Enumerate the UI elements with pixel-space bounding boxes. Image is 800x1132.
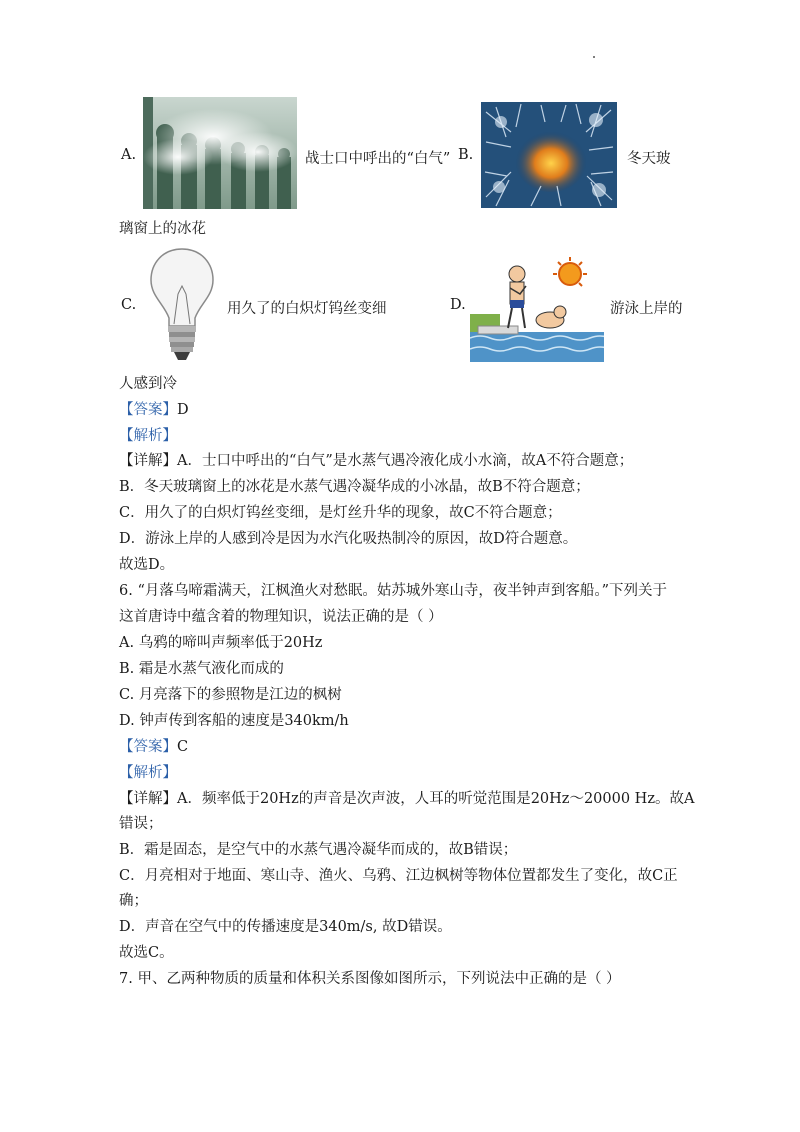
detail-text: A．士口中呼出的“白气”是水蒸气遇冷液化成小水滴，故A不符合题意； [177, 453, 634, 469]
option-b-text-1: 冬天玻 [627, 151, 671, 167]
option-c-text: 用久了的白炽灯钨丝变细 [227, 301, 387, 317]
detail-tag: 【详解】 [119, 791, 177, 807]
answer-value: D [177, 402, 189, 418]
q6-detail-line: 确； [119, 893, 148, 909]
q6-detail-line: B．霜是固态，是空气中的水蒸气遇冷凝华而成的，故B错误； [119, 842, 518, 858]
q6-option-a: A. 乌鸦的啼叫声频率低于20Hz [119, 635, 323, 651]
option-d-label: D. [450, 297, 466, 313]
page-mark [593, 56, 595, 58]
detail-tag: 【详解】 [119, 453, 177, 469]
option-b-label: B. [458, 147, 474, 163]
option-a-label: A. [121, 147, 137, 163]
q6-answer [119, 737, 188, 757]
window-frost-image [481, 102, 617, 208]
q5-detail-line: B．冬天玻璃窗上的冰花是水蒸气遇冷凝华成的小冰晶，故B不符合题意； [119, 479, 590, 495]
q6-option-b: B. 霜是水蒸气液化而成的 [119, 661, 284, 677]
q6-stem-1: 6. “月落乌啼霜满天，江枫渔火对愁眠。姑苏城外寒山寺，夜半钟声到客船。”下列关于 [119, 583, 668, 599]
light-bulb-image [148, 246, 216, 364]
q6-option-c: C. 月亮落下的参照物是江边的枫树 [119, 687, 342, 703]
answer-tag: 【答案】 [119, 402, 177, 418]
soldiers-breath-image [143, 97, 297, 209]
q5-detail-line: C．用久了的白炽灯钨丝变细，是灯丝升华的现象，故C不符合题意； [119, 505, 562, 521]
q5-answer [119, 400, 189, 420]
option-d-text-2: 人感到冷 [119, 376, 177, 392]
q6-detail-line [119, 789, 694, 809]
q5-detail-line: D．游泳上岸的人感到冷是因为水汽化吸热制冷的原因，故D符合题意。 [119, 531, 578, 547]
q6-detail-line: D．声音在空气中的传播速度是340m/s, 故D错误。 [119, 919, 452, 935]
option-b-text-2: 璃窗上的冰花 [119, 221, 206, 237]
answer-tag: 【答案】 [119, 739, 177, 755]
q6-option-d: D. 钟声传到客船的速度是340km/h [119, 713, 349, 729]
q7-stem: 7. 甲、乙两种物质的质量和体积关系图像如图所示，下列说法中正确的是（ ） [119, 971, 621, 987]
analysis-tag: 【解析】 [119, 765, 177, 781]
q6-conclusion: 故选C。 [119, 945, 174, 961]
analysis-tag: 【解析】 [119, 428, 177, 444]
answer-value: C [177, 739, 189, 755]
option-c-label: C. [121, 297, 137, 313]
option-d-text-1: 游泳上岸的 [610, 301, 683, 317]
cold-swimmer-image [470, 254, 604, 362]
q6-stem-2: 这首唐诗中蕴含着的物理知识，说法正确的是（ ） [119, 609, 443, 625]
q6-detail-line: 错误； [119, 816, 163, 832]
option-a-text: 战士口中呼出的“白气” [305, 151, 451, 167]
q5-detail-line [119, 451, 633, 471]
q5-conclusion: 故选D。 [119, 557, 175, 573]
detail-text: A．频率低于20Hz的声音是次声波，人耳的听觉范围是20Hz～20000 Hz。故A [177, 791, 695, 807]
q6-detail-line: C．月亮相对于地面、寒山寺、渔火、乌鸦、江边枫树等物体位置都发生了变化，故C正 [119, 868, 678, 884]
